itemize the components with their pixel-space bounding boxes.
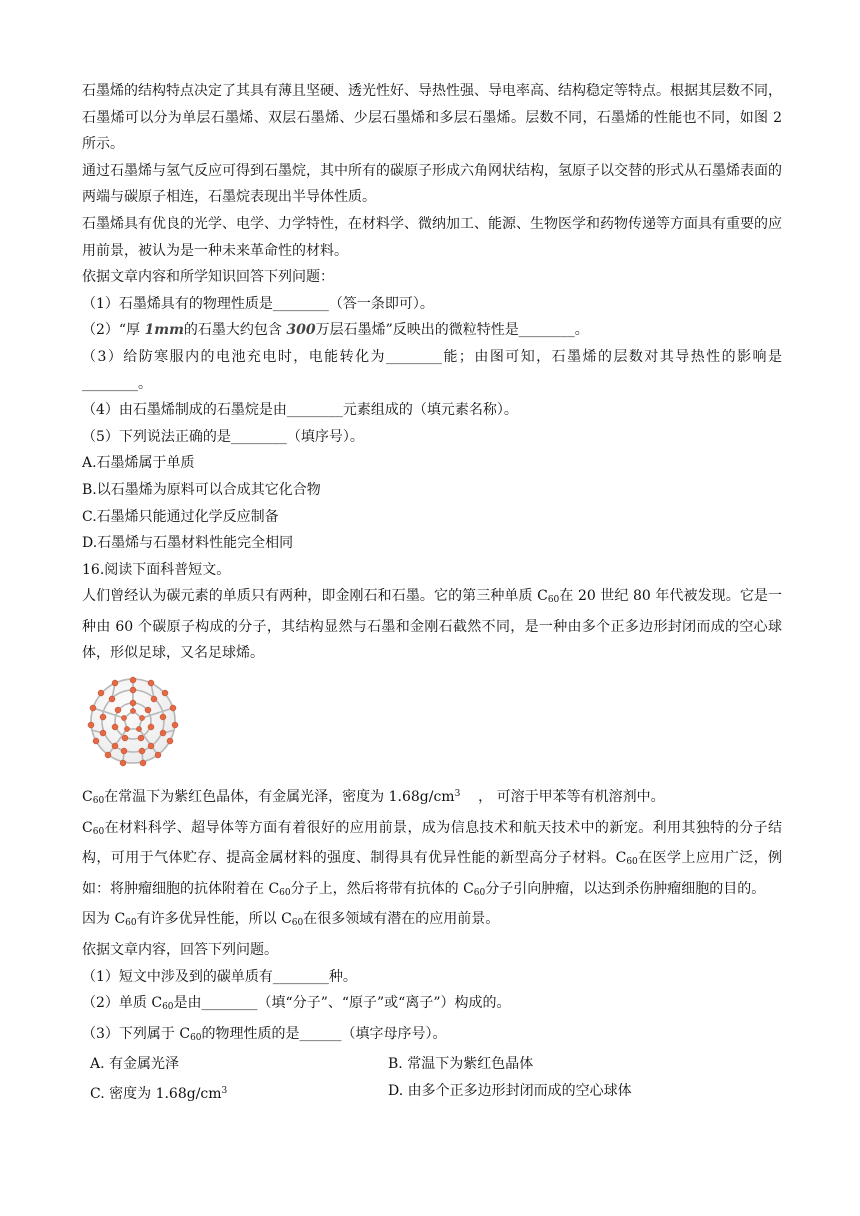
question-16-2: （2）单质 $C_{60}$是由________（填“分子”、“原子”或“离子”）构成的。 bbox=[82, 995, 511, 1013]
document-page bbox=[82, 78, 782, 1108]
layer-count-value: 300 bbox=[286, 322, 316, 339]
option-16-c: C. 密度为 $1.68g/cm^3$ bbox=[90, 1086, 228, 1102]
option-16-b: B. 常温下为紫红色晶体 bbox=[388, 1056, 534, 1073]
questions-intro: 依据文章内容和所学知识回答下列问题： bbox=[82, 269, 334, 286]
paragraph-graphane: 通过石墨烯与氢气反应可得到石墨烷，其中所有的碳原子形成六角网状结构，氢原子以交替的形式从石墨烯表面的两端与碳原子相连，石墨烷表现出半导体性质。 bbox=[82, 162, 782, 206]
question-4: （4）由石墨烯制成的石墨烷是由________元素组成的（填元素名称）。 bbox=[82, 402, 518, 419]
questions-intro-16: 依据文章内容，回答下列问题。 bbox=[82, 942, 278, 959]
paragraph-c60-applications: $C_{60}$在材料科学、超导体等方面有着很好的应用前景，成为信息技术和航天技术中的新宠。利用其独特的分子结构，可用于气体贮存、提高金属材料的强度、制得具有优异性能的新型高分子材料。$C_{60}$在医学上应用广泛，例如：将肿瘤细胞的抗体附着在 $C_{60}$分子上，然后将带有抗体的 $C_{60}$分子引向肿瘤，以达到杀伤肿瘤细胞的目的。 bbox=[82, 819, 782, 898]
option-d: D.石墨烯与石墨材料性能完全相同 bbox=[82, 535, 294, 552]
question-2: （2）“厚 1mm的石墨大约包含 300万层石墨烯”反映出的微粒特性是________。 bbox=[82, 322, 589, 339]
question-3: （3）给防寒服内的电池充电时，电能转化为________能；由图可知，石墨烯的层数对其导热性的影响是________。 bbox=[82, 348, 782, 392]
option-c: C.石墨烯只能通过化学反应制备 bbox=[82, 508, 279, 525]
option-16-a: A. 有金属光泽 bbox=[90, 1056, 180, 1073]
option-b: B.以石墨烯为原料可以合成其它化合物 bbox=[82, 481, 321, 498]
question-16-3: （3）下列属于 $C_{60}$的物理性质的是______（填字母序号）。 bbox=[82, 1025, 447, 1043]
question-16-3-options bbox=[82, 1051, 782, 1107]
thickness-value: 1mm bbox=[144, 322, 184, 339]
question-5: （5）下列说法正确的是________（填序号）。 bbox=[82, 428, 364, 445]
question-1: （1）石墨烯具有的物理性质是________（答一条即可）。 bbox=[82, 295, 434, 312]
paragraph-c60-prospects: 因为 $C_{60}$有许多优异性能，所以 $C_{60}$在很多领域有潜在的应用前景。 bbox=[82, 911, 500, 929]
c60-molecule-image bbox=[85, 675, 181, 767]
section-16-title: 16.阅读下面科普短文。 bbox=[82, 561, 231, 578]
option-a: A.石墨烯属于单质 bbox=[82, 455, 195, 472]
paragraph-graphene-applications: 石墨烯具有优良的光学、电学、力学特性，在材料学、微纳加工、能源、生物医学和药物传递等方面具有重要的应用前景，被认为是一种未来革命性的材料。 bbox=[82, 215, 782, 259]
option-16-d: D. 由多个正多边形封闭而成的空心球体 bbox=[388, 1083, 632, 1099]
paragraph-c60-discovery: 人们曾经认为碳元素的单质只有两种，即金刚石和石墨。它的第三种单质 $C_{60}$在 20 世纪 80 年代被发现。它是一种由 60 个碳原子构成的分子，其结构显然与石墨和金刚石截然不同，是一种由多个正多边形封闭而成的空心球体，形似足球，又名足球烯。 bbox=[82, 588, 782, 662]
paragraph-c60-properties: $C_{60}$在常温下为紫红色晶体，有金属光泽，密度为 $1.68g/cm^3$ ， 可溶于甲苯等有机溶剂中。 bbox=[82, 789, 665, 807]
question-16-1: （1）短文中涉及到的碳单质有________种。 bbox=[82, 968, 357, 985]
paragraph-graphene-structure: 石墨烯的结构特点决定了其具有薄且坚硬、透光性好、导热性强、导电率高、结构稳定等特点。根据其层数不同，石墨烯可以分为单层石墨烯、双层石墨烯、少层石墨烯和多层石墨烯。层数不同，石墨烯的性能也不同，如图 2 所示。 bbox=[82, 83, 782, 153]
